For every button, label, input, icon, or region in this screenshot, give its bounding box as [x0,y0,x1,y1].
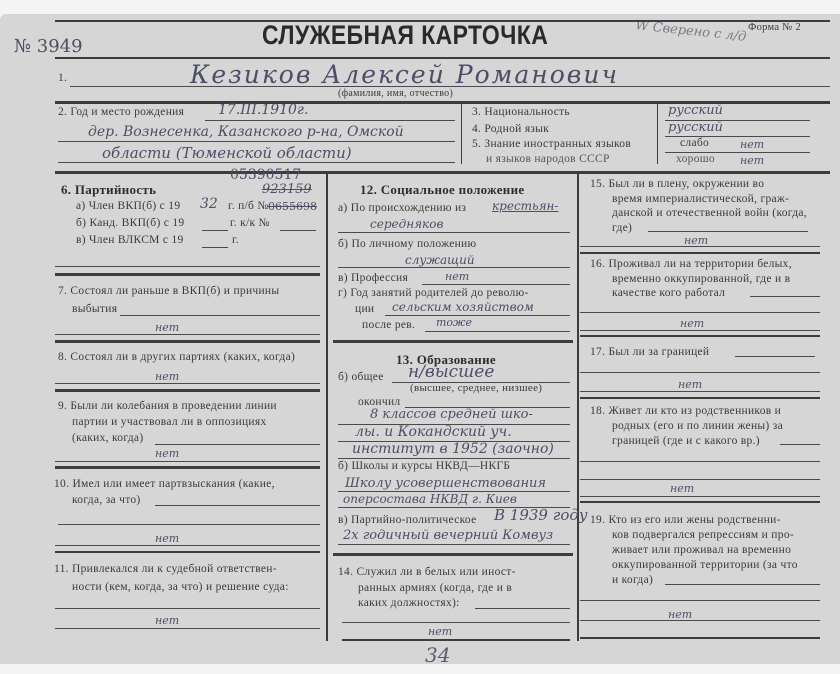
underline [580,461,820,462]
underline [425,331,570,332]
field-7-value: нет [155,321,180,334]
field-14-line1: 14. Служил ли в белых или иност- [338,566,516,578]
underline [580,620,820,621]
underline [280,230,316,231]
divider [580,335,820,337]
verification-note: W Сверено с л/д [634,18,748,45]
field-7-line2: выбытия [72,303,118,315]
divider [580,637,820,639]
divider [55,340,320,343]
underline [422,284,570,285]
underline [55,608,320,609]
field-16-line1: 16. Проживал ли на территории белых, [590,258,792,270]
field-19-line1: 19. Кто из его или жены родственни- [590,514,781,526]
underline [580,479,820,480]
nkvd-schools-line-1: Школу усовершенствования [345,476,547,491]
column-divider [326,173,328,641]
candidate-card-label: г. к/к № [230,217,270,229]
origin-value-1: крестьян- [492,199,559,213]
underline [202,230,228,231]
parents-label-2: ции [355,303,375,315]
underline [55,545,320,546]
divider [580,397,820,399]
file-number: № 3949 [14,36,83,57]
field-8-line1: 8. Состоял ли в других партиях (каких, когда) [58,351,296,363]
field-19-line3: живает или проживал на временно [612,544,792,556]
field-17-line1: 17. Был ли за границей [590,346,710,358]
field-9-value: нет [155,447,180,460]
party-member-label: а) Член ВКП(б) с 19 [76,200,181,212]
nationality-label: 3. Национальность [472,106,570,118]
divider [580,501,820,503]
divider [55,20,830,22]
field-15-value: нет [684,234,709,247]
underline [342,622,570,623]
parents-label-1: г) Год занятий родителей до револю- [338,287,529,299]
field-7-line1: 7. Состоял ли раньше в ВКП(б) и причины [58,285,280,297]
party-political-value-1: В 1939 году [494,506,588,524]
underline [648,231,808,232]
underline [58,524,320,525]
nationality-value: русский [668,103,723,118]
divider [55,57,830,59]
underline [580,372,820,373]
divider [342,639,570,641]
parents-label-3: после рев. [362,319,416,331]
general-education-caption: (высшее, среднее, низшее) [410,382,543,394]
native-language-label: 4. Родной язык [472,123,550,135]
social-heading: 12. Социальное положение [360,182,525,197]
underline [750,296,820,297]
birth-place-line2: области (Тюменской области) [102,144,352,162]
underline [55,266,320,267]
profession-label: в) Профессия [338,272,409,284]
underline [55,461,320,462]
party-political-value-2: 2х годичный вечерний Комвуз [343,528,554,543]
birth-label: 2. Год и место рождения [58,106,185,118]
party-note-number: 05390517 [230,167,302,183]
underline [155,444,320,445]
field-16-value: нет [680,317,705,330]
field-19-line2: ков подвергался репрессиям и про- [612,529,794,541]
origin-value-2: середняков [370,217,444,231]
field-17-value: нет [678,378,703,391]
underline [155,505,320,506]
underline [665,584,820,585]
underline [580,391,820,392]
underline [580,496,820,497]
field-15-line3: данской и отечественной войн (когда, [612,207,807,219]
underline [55,334,320,335]
underline [205,120,455,121]
personal-position-value: служащий [405,253,475,267]
underline [338,232,570,233]
field-14-line2: ранных армиях (когда, где и в [358,582,513,594]
party-card-label: г. п/б № [228,200,269,212]
field-15-line2: время империалистической, граж- [612,193,790,205]
divider [55,171,830,174]
field-8-value: нет [155,370,180,383]
weak-value: нет [740,138,765,151]
general-education-label: б) общее [338,371,384,383]
party-card-number: 0655698 [268,200,317,213]
field-10-value: нет [155,532,180,545]
underline [780,444,820,445]
finished-label: окончил [358,396,401,408]
underline [120,315,320,316]
finished-line-1: 8 классов средней шко- [370,407,533,422]
party-heading: 6. Партийность [61,182,157,197]
komsomol-suffix: г. [232,234,239,246]
good-value: нет [740,154,765,167]
party-member-year: 32 [200,196,218,212]
origin-label: а) По происхождению из [338,202,467,214]
field-15-line1: 15. Был ли в плену, окружении во [590,178,765,190]
divider [55,466,320,469]
divider [55,551,320,553]
field-19-line5: и когда) [612,574,654,586]
komsomol-label: в) Член ВЛКСМ с 19 [76,234,184,246]
underline [735,356,815,357]
field-16-line3: качестве кого работал [612,287,726,299]
page-mark: 34 [425,643,451,667]
underline [338,458,570,459]
document-title: СЛУЖЕБНАЯ КАРТОЧКА [262,20,549,50]
underline [202,247,228,248]
field-10-line2: когда, за что) [72,494,141,506]
divider [55,273,320,276]
languages-label-2: и языков народов СССР [486,153,610,165]
underline [580,246,820,247]
underline [475,608,570,609]
column-divider [577,173,579,641]
underline [338,544,570,545]
underline [58,162,455,163]
finished-line-2: лы. и Кокандский уч. [355,424,512,440]
field-9-line3: (каких, когда) [72,432,144,444]
field-9-line1: 9. Были ли колебания в проведении линии [58,400,277,412]
party-note-struck: 923159 [262,182,312,197]
party-political-label: в) Партийно-политическое [338,514,477,526]
birth-date-value: 17.III.1910г. [218,102,309,118]
field-11-line1: 11. Привлекался ли к судебной ответствен- [54,563,277,575]
candidate-label: б) Канд. ВКП(б) с 19 [76,217,185,229]
full-name-caption: (фамилия, имя, отчество) [338,88,454,99]
field-14-value: нет [428,625,453,638]
field-16-line2: временно оккупированной, где и в [612,273,791,285]
divider [333,340,573,343]
personal-position-label: б) По личному положению [338,238,477,250]
birth-place-line1: дер. Вознесенка, Казанского р-на, Омской [88,124,404,140]
profession-value: нет [445,270,470,283]
parents-value-2: тоже [436,316,473,329]
languages-label: 5. Знание иностранных языков [472,138,632,150]
good-label: хорошо [676,153,715,165]
column-divider [657,104,658,164]
field-19-value: нет [668,608,693,621]
column-divider [461,104,462,164]
underline [338,267,570,268]
underline [580,312,820,313]
divider [333,553,573,556]
field-14-line3: каких должностях): [358,597,460,609]
field-11-line2: ности (кем, когда, за что) и решение суда: [72,581,289,593]
underline [55,628,320,629]
divider [55,389,320,392]
finished-line-3: институт в 1952 (заочно) [352,441,554,457]
form-number: Форма № 2 [748,22,802,33]
full-name-value: Кезиков Алексей Романович [190,60,620,89]
underline [385,315,570,316]
field-18-line3: границей (где и с какого вр.) [612,435,760,447]
parents-value-1: сельским хозяйством [392,300,534,314]
field-18-value: нет [670,482,695,495]
field-18-line1: 18. Живет ли кто из родственников и [590,405,782,417]
field-9-line2: партии и участвовал ли в оппозициях [72,416,267,428]
underline [580,330,820,331]
native-language-value: русский [668,120,723,135]
field-15-line4: где) [612,222,633,234]
nkvd-schools-line-2: оперсостава НКВД г. Киев [343,492,517,506]
divider [580,252,820,254]
field-1-number: 1. [58,72,68,84]
underline [58,141,455,142]
nkvd-schools-label: б) Школы и курсы НКВД—НКГБ [338,460,511,472]
weak-label: слабо [680,137,710,149]
field-10-line1: 10. Имел или имеет партвзыскания (какие, [54,478,275,490]
field-18-line2: родных (его и по линии жены) за [612,420,783,432]
field-19-line4: оккупированной территории (за что [612,559,798,571]
general-education-value: н/высшее [408,362,495,382]
underline [55,383,320,384]
underline [580,600,820,601]
field-11-value: нет [155,614,180,627]
education-heading: 13. Образование [396,352,496,367]
